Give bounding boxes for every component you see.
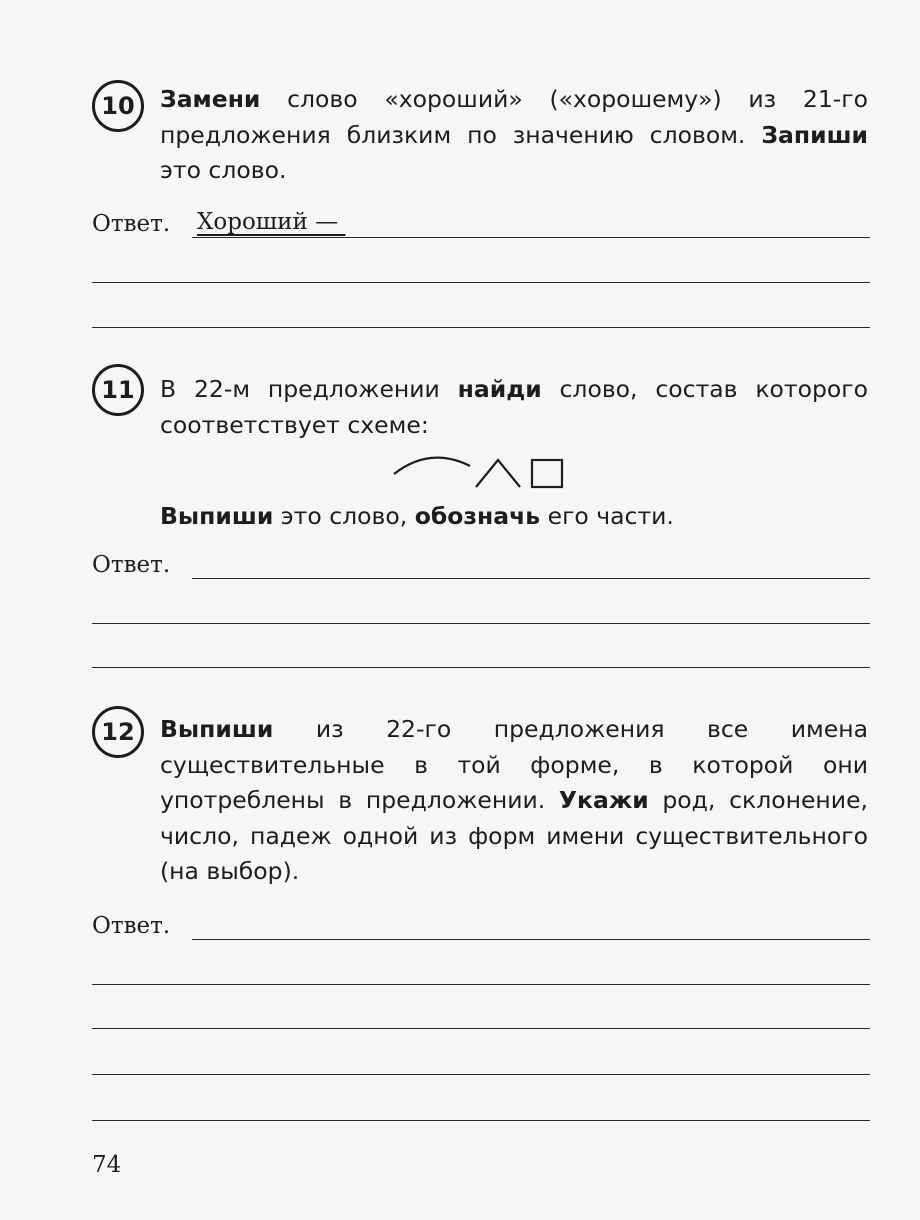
answer-row-11[interactable] (92, 541, 870, 579)
answer-label: Ответ. (92, 211, 171, 237)
prompt-text: это слово. (160, 156, 287, 184)
task-number: 11 (101, 376, 135, 404)
instruction-verb: Замени (160, 85, 261, 113)
task-number-badge (92, 364, 144, 416)
answer-line (192, 939, 870, 940)
answer-line (192, 578, 870, 579)
task-prompt (160, 499, 868, 535)
instruction-verb: Выпиши (160, 502, 274, 530)
answer-blank-line[interactable] (92, 282, 870, 283)
task-number-badge (92, 706, 144, 758)
handwritten-answer: Хороший — (197, 209, 346, 235)
instruction-verb: обозначь (414, 502, 541, 530)
answer-blank-line[interactable] (92, 1074, 870, 1075)
answer-line (192, 237, 870, 238)
instruction-verb: Укажи (558, 786, 649, 814)
instruction-verb: найди (457, 375, 542, 403)
task-prompt (160, 82, 868, 189)
answer-blank-line[interactable] (92, 984, 870, 985)
suffix-caret-icon (476, 460, 520, 487)
answer-blank-line[interactable] (92, 623, 870, 624)
prompt-text: его части. (540, 502, 674, 530)
answer-label: Ответ. (92, 552, 171, 578)
answer-blank-line[interactable] (92, 1028, 870, 1029)
task-prompt (160, 712, 868, 890)
task-number: 12 (101, 718, 135, 746)
word-scheme-icon (392, 452, 572, 494)
answer-blank-line[interactable] (92, 327, 870, 328)
prompt-text: из 22-го предложения все имена существительные в той форме, в которой они употреблены в предложении. (160, 715, 868, 814)
answer-blank-line[interactable] (92, 1120, 870, 1121)
answer-label: Ответ. (92, 913, 171, 939)
prompt-text: слово «хороший» («хорошему») из 21-го предложения близким по значению словом. (160, 85, 868, 149)
root-arc-icon (394, 458, 470, 474)
task-number-badge (92, 80, 144, 132)
prompt-text: это слово, (273, 502, 415, 530)
prompt-text: слово, состав которого соответствует схеме: (160, 375, 868, 439)
instruction-verb: Запиши (761, 120, 868, 149)
ending-box-icon (532, 460, 562, 487)
task-number: 10 (101, 92, 135, 120)
instruction-verb: Выпиши (160, 715, 274, 743)
page-number: 74 (92, 1152, 122, 1178)
task-prompt (160, 372, 868, 443)
prompt-text: род, склонение, число, падеж одной из форм имени существительного (на выбор). (160, 786, 868, 885)
answer-row-12[interactable] (92, 902, 870, 940)
prompt-text: В 22-м предложении (160, 375, 458, 403)
answer-row-10[interactable] (92, 200, 870, 238)
answer-blank-line[interactable] (92, 667, 870, 668)
